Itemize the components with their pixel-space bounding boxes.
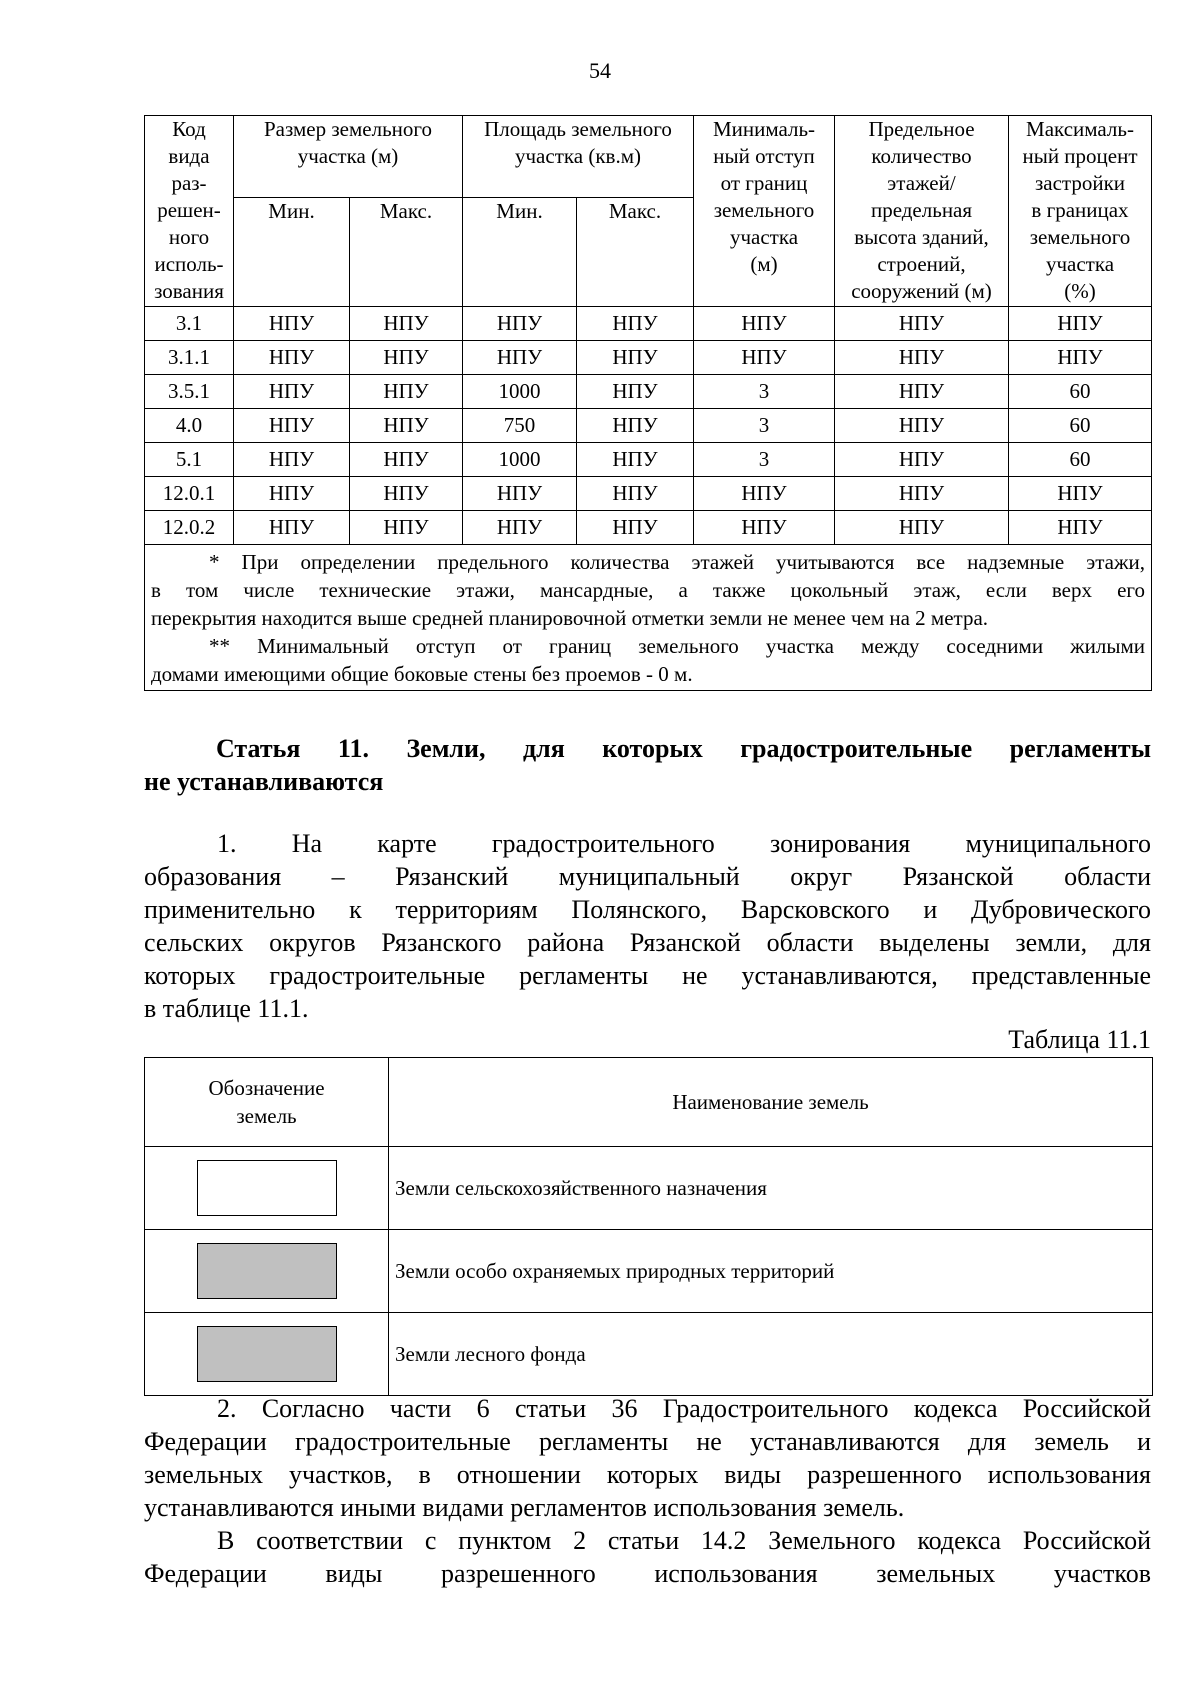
agricultural-land-swatch <box>197 1160 337 1216</box>
header-symbol: Обозначение земель <box>145 1058 389 1147</box>
land-name: Земли особо охраняемых природных территорий <box>389 1230 1153 1313</box>
header-plot-size: Размер земельного участка (м) <box>234 116 463 198</box>
table-row <box>145 1230 1153 1313</box>
paragraph-1: 1. На карте градостроительного зонирования муниципального образования – Рязанский муниципальный округ Рязанской области применительно к территориям Полянского, Варсковского и Дубровического сельских округов Рязанского района Рязанской области выделены земли, для которых градостроительные регламенты не устанавливаются, представленные в таблице 11.1. <box>144 829 1151 1023</box>
table-row: 3.1.1 НПУ НПУ НПУ НПУ НПУ НПУ НПУ <box>145 341 1152 375</box>
lands-table <box>144 1057 1153 1396</box>
land-name: Земли сельскохозяйственного назначения <box>389 1147 1153 1230</box>
header-size-max: Макс. <box>350 198 463 307</box>
table-row <box>145 1313 1153 1396</box>
table-caption: Таблица 11.1 <box>1008 1025 1151 1054</box>
note-floors-line: перекрытия находится выше средней планировочной отметки земли не менее чем на 2 метра. <box>151 606 989 630</box>
paragraph-2: 2. Согласно части 6 статьи 36 Градостроительного кодекса Российской Федерации градостроительные регламенты не устанавливаются для земель и земельных участков, в отношении которых виды разрешенного использования устанавливаются иными видами регламентов использования земель. <box>144 1394 1151 1522</box>
protected-land-swatch <box>197 1243 337 1299</box>
header-setback: Минималь- ный отступ от границ земельного участка (м) <box>694 116 835 307</box>
table-row: 3.5.1 НПУ НПУ 1000 НПУ 3 НПУ 60 <box>145 375 1152 409</box>
table-row: 12.0.1 НПУ НПУ НПУ НПУ НПУ НПУ НПУ <box>145 477 1152 511</box>
table-row: 4.0 НПУ НПУ 750 НПУ 3 НПУ 60 <box>145 409 1152 443</box>
table-row: 3.1 НПУ НПУ НПУ НПУ НПУ НПУ НПУ <box>145 307 1152 341</box>
note-floors-line: * При определении предельного количества этажей учитываются все надземные этажи, <box>209 550 1145 574</box>
header-area-max: Макс. <box>577 198 694 307</box>
header-floors: Предельное количество этажей/ предельная высота зданий, строений, сооружений (м) <box>835 116 1009 307</box>
note-setback-line: ** Минимальный отступ от границ земельного участка между соседними жилыми <box>209 634 1145 658</box>
table-notes <box>145 545 1152 691</box>
header-code: Код вида раз- решен- ного исполь- зования <box>145 116 234 307</box>
forest-land-swatch <box>197 1326 337 1382</box>
paragraph-3: В соответствии с пунктом 2 статьи 14.2 Земельного кодекса Российской Федерации виды разрешенного использования земельных участков <box>144 1526 1151 1588</box>
land-name: Земли лесного фонда <box>389 1313 1153 1396</box>
table-row: 12.0.2 НПУ НПУ НПУ НПУ НПУ НПУ НПУ <box>145 511 1152 545</box>
header-land-name: Наименование земель <box>389 1058 1153 1147</box>
header-coverage: Максималь- ный процент застройки в границах земельного участка (%) <box>1009 116 1152 307</box>
note-floors-line: в том числе технические этажи, мансардные, а также цокольный этаж, если верх его <box>151 578 1145 602</box>
page-number: 54 <box>589 58 611 83</box>
table-row: 5.1 НПУ НПУ 1000 НПУ 3 НПУ 60 <box>145 443 1152 477</box>
regulations-table <box>144 115 1152 691</box>
header-area-min: Мин. <box>463 198 577 307</box>
header-size-min: Мин. <box>234 198 350 307</box>
table-row <box>145 1147 1153 1230</box>
article-heading: Статья 11. Земли, для которых градостроительные регламенты не устанавливаются <box>144 734 1151 796</box>
header-plot-area: Площадь земельного участка (кв.м) <box>463 116 694 198</box>
note-setback-line: домами имеющими общие боковые стены без проемов - 0 м. <box>151 662 693 686</box>
